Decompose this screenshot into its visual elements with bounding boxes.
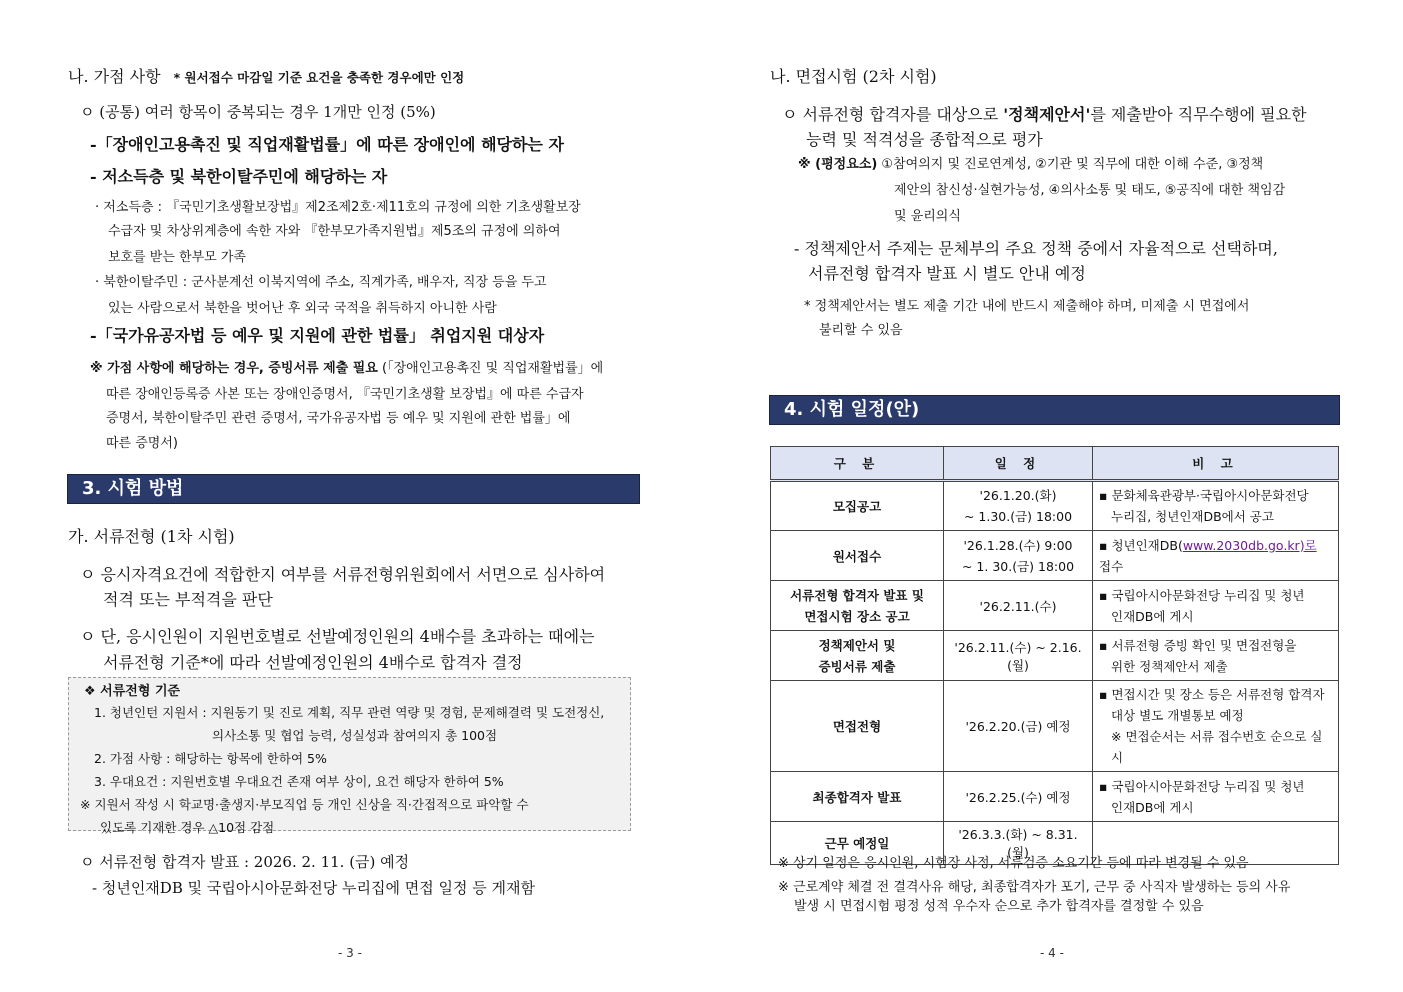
page-number-left: - 3 - — [338, 946, 362, 960]
eval-label: ※ (평정요소) — [798, 157, 878, 172]
row-schedule: '26.3.3.(화) ~ 8.31.(월) — [944, 822, 1093, 865]
ga-bullet2-line2: 서류전형 기준*에 따라 선발예정인원의 4배수로 합격자 결정 — [103, 653, 523, 672]
row-remarks-line1: ▪ 서류전형 증빙 확인 및 면접전형을 — [1099, 637, 1297, 653]
dash-disabled: -「장애인고용촉진 및 직업재활법률」에 따른 장애인에 해당하는 자 — [90, 135, 564, 154]
row-category-line2: 증빙서류 제출 — [818, 658, 896, 674]
row-remarks-post: 접수 — [1099, 558, 1124, 574]
ga-bullet2-line1: ㅇ 단, 응시인원이 지원번호별로 선발예정인원의 4배수를 초과하는 때에는 — [80, 627, 595, 646]
row-schedule-line1: '26.1.28.(수) 9:00 — [963, 537, 1073, 553]
row-remarks — [1093, 631, 1339, 681]
table-header-category: 구 분 — [771, 447, 944, 481]
heading-additional-points — [68, 64, 464, 87]
dot-lowincome-1: · 저소득층 : 『국민기초생활보장법』제2조제2호·제11호의 규정에 의한 기초생활보장 — [95, 200, 581, 215]
row-remarks-line2: 대상 별도 개별통보 예정 — [1111, 708, 1244, 723]
interview-bullet1-bold: '정책제안서' — [1003, 105, 1091, 124]
interview-bullet1-pre: ㅇ 서류전형 합격자를 대상으로 — [782, 105, 1004, 124]
row-category: 원서접수 — [771, 531, 944, 581]
row-category-line1: 서류전형 합격자 발표 및 — [790, 587, 924, 603]
ga-bullet1-line2: 적격 또는 부적격을 판단 — [103, 590, 273, 609]
row-remarks — [1093, 772, 1339, 822]
bullet-common: ㅇ (공통) 여러 항목이 중복되는 경우 1개만 인정 (5%) — [80, 103, 436, 121]
row-schedule — [944, 481, 1093, 531]
row-remarks-line2: 인재DB에 게시 — [1111, 608, 1194, 624]
eval-elements-line1 — [798, 153, 1263, 172]
interview-bullet1-post: 를 제출받아 직무수행에 필요한 — [1090, 105, 1307, 124]
note-evidence-line4: 따른 증명서) — [106, 436, 178, 451]
dot-lowincome-3: 보호를 받는 한부모 가족 — [108, 250, 246, 265]
row-remarks — [1093, 531, 1339, 581]
heading-document-screening: 가. 서류전형 (1차 시험) — [68, 527, 235, 546]
criteria-item1-line1: 1. 청년인턴 지원서 : 지원동기 및 진로 계획, 직무 관련 역량 및 경험, 문제해결력 및 도전정신, — [94, 705, 605, 720]
interview-star-line1: * 정책제안서는 별도 제출 기간 내에 반드시 제출해야 하며, 미제출 시 면접에서 — [804, 299, 1250, 314]
interview-dash-line1: - 정책제안서 주제는 문체부의 주요 정책 중에서 자율적으로 선택하며, — [794, 239, 1278, 258]
heading-note: * 원서접수 마감일 기준 요건을 충족한 경우에만 인정 — [173, 70, 465, 85]
row-remarks-line1: ▪ 국립아시아문화전당 누리집 및 청년 — [1099, 778, 1305, 794]
dot-defector-1: · 북한이탈주민 : 군사분계선 이북지역에 주소, 직계가족, 배우자, 직장 등을 두고 — [95, 275, 547, 290]
interview-bullet1-line2: 능력 및 적격성을 종합적으로 평가 — [806, 130, 1043, 149]
row-remarks — [1093, 681, 1339, 772]
schedule-table — [770, 446, 1339, 865]
interview-bullet1-line1 — [782, 102, 1307, 125]
row-schedule-line1: '26.1.20.(화) — [979, 488, 1057, 503]
section4-banner: 4. 시험 일정(안) — [769, 395, 1340, 425]
row-schedule-line2: ~ 1.30.(금) 18:00 — [963, 509, 1073, 524]
heading-interview: 나. 면접시험 (2차 시험) — [770, 67, 937, 86]
dash-veterans: -「국가유공자법 등 예우 및 지원에 관한 법률」 취업지원 대상자 — [90, 326, 545, 345]
footnote-1: ※ 상기 일정은 응시인원, 시험장 사정, 서류검증 소요기간 등에 따라 변경될 수 있음 — [778, 856, 1249, 871]
row-category — [771, 631, 944, 681]
ga-bullet3: ㅇ 서류전형 합격자 발표 : 2026. 2. 11. (금) 예정 — [80, 853, 410, 871]
eval-elements-line2: 제안의 참신성·실현가능성, ④의사소통 및 태도, ⑤공직에 대한 책임감 — [894, 183, 1286, 198]
ga-dash-posting: - 청년인재DB 및 국립아시아문화전당 누리집에 면접 일정 등 게재함 — [92, 879, 536, 897]
row-remarks-line1: ▪ 문화체육관광부·국립아시아문화전당 — [1099, 488, 1309, 503]
footnote-2-line2: 발생 시 면접시험 평정 성적 우수자 순으로 추가 합격자를 결정할 수 있음 — [794, 899, 1204, 914]
row-remarks-line2: 누리집, 청년인재DB에서 공고 — [1111, 509, 1274, 524]
row-category: 최종합격자 발표 — [771, 772, 944, 822]
criteria-note-line1: ※ 지원서 작성 시 학교명·출생지·부모직업 등 개인 신상을 직·간접적으로 파악할 수 — [80, 797, 529, 812]
note-evidence-line3: 증명서, 북한이탈주민 관련 증명서, 국가유공자법 등 예우 및 지원에 관한 법률」에 — [106, 411, 571, 426]
criteria-item2: 2. 가점 사항 : 해당하는 항목에 한하여 5% — [94, 751, 327, 766]
table-row — [771, 581, 1339, 631]
row-category: 근무 예정일 — [771, 822, 944, 865]
note-evidence-line2: 따른 장애인등록증 사본 또는 장애인증명서, 『국민기초생활 보장법』에 따른 수급자 — [106, 387, 584, 402]
criteria-note-line2: 있도록 기재한 경우 △10점 감점 — [100, 820, 275, 835]
row-remarks-line1: ▪ 면접시간 및 장소 등은 서류전형 합격자 — [1099, 687, 1325, 702]
ga-bullet1-line1: ㅇ 응시자격요건에 적합한지 여부를 서류전형위원회에서 서면으로 심사하여 — [80, 565, 606, 584]
eval-line1-text: ①참여의지 및 진로연계성, ②기관 및 직무에 대한 이해 수준, ③정책 — [881, 157, 1264, 172]
dot-defector-2: 있는 사람으로서 북한을 벗어난 후 외국 국적을 취득하지 아니한 사람 — [108, 301, 497, 316]
eval-elements-line3: 및 윤리의식 — [894, 209, 961, 224]
row-schedule: '26.2.11.(수) ~ 2.16.(월) — [944, 631, 1093, 681]
row-category: 모집공고 — [771, 481, 944, 531]
table-row — [771, 772, 1339, 822]
criteria-item3: 3. 우대요건 : 지원번호별 우대요건 존재 여부 상이, 요건 해당자 한하여 5% — [94, 774, 504, 789]
section3-banner: 3. 시험 방법 — [67, 474, 640, 504]
table-header-remarks: 비 고 — [1093, 447, 1339, 481]
row-remarks-line2: 인재DB에 게시 — [1111, 799, 1194, 815]
interview-dash-line2: 서류전형 합격자 발표 시 별도 안내 예정 — [808, 264, 1086, 283]
table-row — [771, 531, 1339, 581]
dot-lowincome-2: 수급자 및 차상위계층에 속한 자와 『한부모가족지원법』제5조의 규정에 의하여 — [108, 224, 561, 239]
table-row — [771, 631, 1339, 681]
row-remarks — [1093, 581, 1339, 631]
heading-text: 나. 가점 사항 — [68, 67, 161, 86]
row-remarks — [1093, 481, 1339, 531]
table-header-schedule: 일 정 — [944, 447, 1093, 481]
row-schedule: '26.2.25.(수) 예정 — [944, 772, 1093, 822]
note-evidence-bold: ※ 가점 사항에 해당하는 경우, 증빙서류 제출 필요 — [90, 361, 378, 376]
row-remarks-line1: ▪ 국립아시아문화전당 누리집 및 청년 — [1099, 587, 1305, 603]
table-header-row — [771, 447, 1339, 481]
row-schedule — [944, 531, 1093, 581]
criteria-title: ❖ 서류전형 기준 — [84, 684, 181, 699]
row-category-line2: 면접시험 장소 공고 — [804, 608, 910, 624]
row-category: 면접전형 — [771, 681, 944, 772]
footnote-2-line1: ※ 근로계약 체결 전 결격사유 해당, 최종합격자가 포기, 근무 중 사직자 발생하는 등의 사유 — [778, 880, 1291, 895]
table-row — [771, 681, 1339, 772]
note-evidence-line1 — [90, 357, 603, 376]
row-category — [771, 581, 944, 631]
dash-lowincome: - 저소득층 및 북한이탈주민에 해당하는 자 — [90, 167, 388, 186]
page-number-right: - 4 - — [1040, 946, 1064, 960]
row-schedule: '26.2.11.(수) — [944, 581, 1093, 631]
row-schedule: '26.2.20.(금) 예정 — [944, 681, 1093, 772]
note-evidence-rest: (「장애인고용촉진 및 직업재활법률」에 — [377, 361, 604, 376]
table-row — [771, 481, 1339, 531]
interview-star-line2: 불리할 수 있음 — [819, 323, 903, 338]
row-schedule-line2: ~ 1. 30.(금) 18:00 — [961, 558, 1075, 574]
talent-db-link[interactable]: www.2030db.go.kr)로 — [1182, 537, 1317, 553]
criteria-item1-line2: 의사소통 및 협업 능력, 성실성과 참여의지 총 100점 — [212, 728, 498, 743]
row-remarks-line3: ※ 면접순서는 서류 접수번호 순으로 실시 — [1111, 729, 1323, 765]
row-remarks-pre: ▪ 청년인재DB( — [1099, 537, 1183, 553]
row-category-line1: 정책제안서 및 — [818, 637, 896, 653]
row-remarks-line2: 위한 정책제안서 제출 — [1111, 658, 1228, 674]
